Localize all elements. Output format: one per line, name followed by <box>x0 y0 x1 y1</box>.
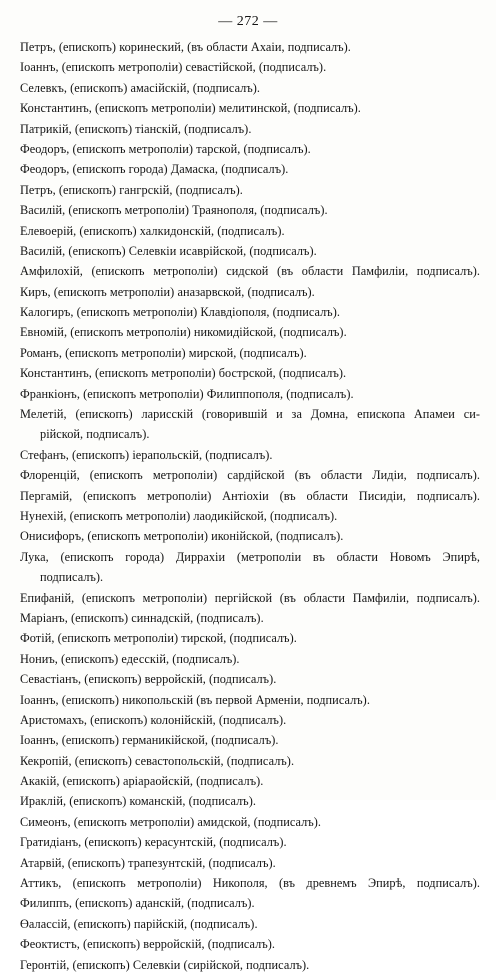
text-line: рійской, подписалъ). <box>40 427 150 442</box>
text-line: подписалъ). <box>40 570 104 585</box>
text-line: Евномій, (епископъ метрополіи) никомидійской, (подписалъ). <box>20 325 347 340</box>
text-line: Іоаннъ, (епископъ) никопольскій (въ первой Арменіи, подписалъ). <box>20 692 370 707</box>
text-body <box>20 37 480 975</box>
text-line: Романъ, (епископъ метрополіи) мирской, (подписалъ). <box>20 345 307 360</box>
text-line: Севастіанъ, (епископъ) верройскій, (подписалъ). <box>20 672 277 687</box>
text-line: Гратидіанъ, (епископъ) керасунтскій, (подписалъ). <box>20 835 287 850</box>
text-line: Амфилохій, (епископъ метрополіи) сидской (въ области Памфиліи, подписалъ). <box>20 264 480 279</box>
text-line: Василій, (епископъ метрополіи) Траянополя, (подписалъ). <box>20 203 328 218</box>
text-line: Симеонъ, (епископъ метрополіи) амидской, (подписалъ). <box>20 814 322 829</box>
text-line: Феодоръ, (епископъ метрополіи) тарской, (подписалъ). <box>20 141 311 156</box>
text-line: Онисифоръ, (епископъ метрополіи) иконійской, (подписалъ). <box>20 529 344 544</box>
text-line: Фотій, (епископъ метрополіи) тирской, (подписалъ). <box>20 631 297 646</box>
text-line: Аттикъ, (епископъ метрополіи) Никополя, (въ древнемъ Эпирѣ, подписалъ). <box>20 876 480 891</box>
text-line: Филиппъ, (епископъ) аданскій, (подписалъ). <box>20 896 255 911</box>
text-line: Лука, (епископъ города) Диррахіи (метрополіи въ области Новомъ Эпирѣ, <box>20 549 480 564</box>
text-line: Патрикій, (епископъ) тіанскій, (подписалъ). <box>20 121 252 136</box>
text-line: Маріанъ, (епископъ) синнадскій, (подписалъ). <box>20 610 264 625</box>
text-line: Геронтій, (епископъ) Селевкіи (сирійской, подписалъ). <box>20 957 310 972</box>
text-line: Өалассій, (епископъ) парійскій, (подписалъ). <box>20 916 258 931</box>
text-line: Селевкъ, (епископъ) амасійскій, (подписалъ). <box>20 80 261 95</box>
text-line: Пергамій, (епископъ метрополіи) Антіохіи (въ области Писидіи, подписалъ). <box>20 488 480 503</box>
text-line: Франкіонъ, (епископъ метрополіи) Филиппополя, (подписалъ). <box>20 386 354 401</box>
text-line: Калогиръ, (епископъ метрополіи) Клавдіополя, (подписалъ). <box>20 305 340 320</box>
text-line: Константинъ, (епископъ метрополіи) бострской, (подписалъ). <box>20 366 347 381</box>
text-line: Акакій, (епископъ) аріараойскій, (подписалъ). <box>20 774 264 789</box>
text-line: Іоаннъ, (епископъ) германикійской, (подписалъ). <box>20 733 279 748</box>
text-line: Василій, (епископъ) Селевкіи исаврійской, (подписалъ). <box>20 243 317 258</box>
text-line: Аристомахъ, (епископъ) колонійскій, (подписалъ). <box>20 712 287 727</box>
text-line: Мелетій, (епископъ) ларисскій (говорившій и за Домна, епископа Апамеи си- <box>20 407 480 422</box>
text-line: Атарвій, (епископъ) трапезунтскій, (подписалъ). <box>20 855 276 870</box>
text-line: Петръ, (епископъ) коринеский, (въ области Ахаіи, подписалъ). <box>20 40 351 54</box>
text-line: Киръ, (епископъ метрополіи) аназарвской, (подписалъ). <box>20 284 315 299</box>
page-number: — 272 — <box>218 14 278 29</box>
text-line: Феодоръ, (епископъ города) Дамаска, (подписалъ). <box>20 162 289 177</box>
text-line: Феоктистъ, (епископъ) верройскій, (подписалъ). <box>20 937 276 952</box>
text-line: Нунехій, (епископъ метрополіи) лаодикійской, (подписалъ). <box>20 508 338 523</box>
text-line: Епифаній, (епископъ метрополіи) пергійской (въ области Памфиліи, подписалъ). <box>20 590 480 605</box>
text-line: Кекропій, (епископъ) севастопольскій, (подписалъ). <box>20 753 295 768</box>
text-line: Іоаннъ, (епископъ метрополіи) севастійской, (подписалъ). <box>20 60 327 75</box>
text-line: Петръ, (епископъ) гангрскій, (подписалъ). <box>20 182 243 197</box>
text-line: Ираклій, (епископъ) команскій, (подписалъ). <box>20 794 256 809</box>
text-line: Нониъ, (епископъ) едесскій, (подписалъ). <box>20 651 240 666</box>
text-line: Флоренцій, (епископъ метрополіи) сардійской (въ области Лидіи, подписалъ). <box>20 468 480 483</box>
text-line: Елевоерій, (епископъ) халкидонскій, (подписалъ). <box>20 223 285 238</box>
text-line: Стефанъ, (епископъ) іерапольскій, (подписалъ). <box>20 447 273 462</box>
text-line: Константинъ, (епископъ метрополіи) мелитинской, (подписалъ). <box>20 101 361 116</box>
